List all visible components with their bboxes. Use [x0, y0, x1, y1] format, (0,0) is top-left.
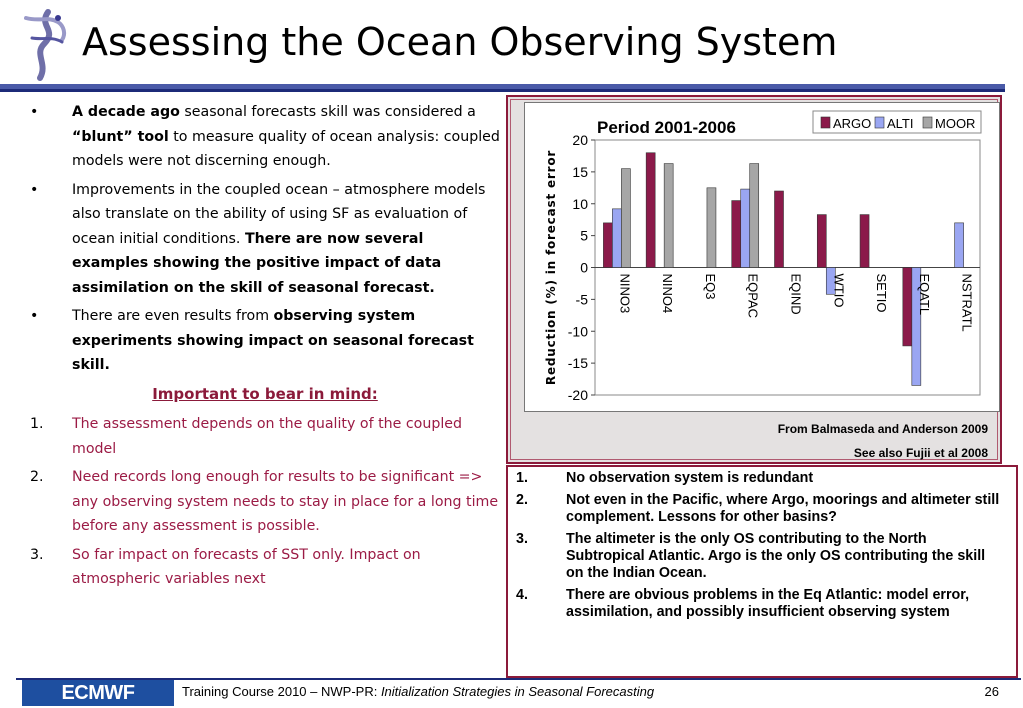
bar-alti: [955, 223, 964, 268]
footer-course: Training Course 2010 – NWP-PR:: [182, 684, 381, 699]
conclusion-mark: 4.: [516, 587, 528, 603]
y-tick-label: -5: [575, 291, 588, 308]
numbered-list: [30, 412, 500, 592]
footer-logo-text: ECMWF: [61, 681, 135, 704]
y-tick-label: 20: [572, 132, 588, 148]
y-tick-label: 15: [572, 163, 588, 180]
bullet-mark: •: [30, 308, 39, 324]
y-tick-label: -15: [567, 355, 588, 372]
x-category-label: NINO4: [660, 273, 676, 314]
numbered-text: So far impact on forecasts of SST only. Impact on atmospheric variables next: [72, 546, 421, 587]
bar-argo: [603, 223, 612, 268]
chart-panel: [506, 95, 1002, 464]
important-heading: Important to bear in mind:: [152, 384, 378, 403]
bar-moor: [750, 164, 759, 268]
numbered-mark: 2.: [30, 469, 44, 485]
numbered-mark: 1.: [30, 416, 44, 432]
bullet-mark: •: [30, 181, 39, 198]
left-text-column: [30, 100, 500, 596]
bullet-text: Improvements in the coupled ocean – atmosphere models also translate on the ability of using SF as evaluation of ocean initial conditions.: [72, 181, 486, 247]
conclusion-text: There are obvious problems in the Eq Atlantic: model error, assimilation, and possibly insufficient observing system: [566, 587, 970, 620]
bullet-text: A decade ago: [72, 104, 180, 120]
conclusion-mark: 2.: [516, 492, 528, 508]
bullet-text: to measure quality of ocean analysis: coupled models were not discerning enough.: [72, 128, 500, 169]
y-tick-label: 5: [580, 227, 588, 244]
numbered-item: [30, 412, 500, 461]
source-citation: From Balmaseda and Anderson 2009: [777, 422, 988, 436]
conclusion-mark: 1.: [516, 470, 528, 486]
conclusion-item: [516, 470, 1006, 487]
bullet-text: “blunt” tool: [72, 128, 169, 145]
bullet-text: seasonal forecasts skill was considered a: [179, 104, 476, 120]
legend-label-alti: ALTI: [887, 116, 914, 131]
bar-argo: [646, 153, 655, 268]
bar-argo: [775, 191, 784, 268]
bullet-item: [30, 100, 500, 174]
y-tick-label: 0: [580, 259, 588, 276]
bar-alti: [741, 189, 750, 267]
conclusion-text: No observation system is redundant: [566, 470, 814, 486]
bar-chart: [525, 103, 999, 411]
bullet-text: There are now several examples showing the positive impact of data assimilation on the skill of seasonal forecast.: [72, 230, 442, 296]
legend-label-moor: MOOR: [935, 116, 976, 131]
numbered-mark: 3.: [30, 546, 44, 563]
x-category-label: EQPAC: [745, 273, 761, 319]
conclusions-panel: [506, 465, 1018, 678]
y-axis-label: Reduction (%) in forecast error: [544, 149, 558, 386]
x-category-label: NINO3: [617, 273, 633, 314]
chart-title: Period 2001-2006: [597, 118, 736, 137]
ecmwf-swirl-logo-icon: [18, 8, 74, 82]
bar-argo: [903, 268, 912, 346]
bar-argo: [732, 201, 741, 268]
conclusion-mark: 3.: [516, 531, 528, 547]
x-category-label: EQATL: [916, 273, 932, 316]
x-category-label: SETIO: [874, 273, 890, 313]
numbered-text: Need records long enough for results to be significant => any observing system needs to stay in place for a long time before any assessment is possible.: [72, 469, 499, 534]
footer-course-text: [182, 684, 654, 699]
legend-swatch-alti: [875, 117, 884, 128]
bar-moor: [664, 164, 673, 268]
bar-alti: [612, 209, 621, 268]
legend-swatch-moor: [923, 117, 932, 128]
conclusion-item: [516, 492, 1006, 526]
page-number: 26: [984, 684, 999, 699]
bullet-list: [30, 100, 500, 378]
numbered-item: [30, 543, 500, 592]
y-tick-label: -10: [567, 323, 588, 340]
x-category-label: EQ3: [702, 273, 718, 300]
x-category-label: EQIND: [788, 273, 804, 315]
legend-swatch-argo: [821, 117, 830, 128]
bullet-item: [30, 304, 500, 378]
conclusion-item: [516, 587, 1006, 621]
numbered-item: [30, 465, 500, 539]
conclusion-item: [516, 531, 1006, 582]
title-divider: [0, 84, 1005, 92]
bullet-mark: •: [30, 104, 39, 120]
bar-moor: [621, 169, 630, 268]
legend-label-argo: ARGO: [833, 116, 872, 131]
y-tick-label: -20: [567, 387, 588, 403]
conclusion-text: The altimeter is the only OS contributing to the North Subtropical Atlantic. Argo is the only OS contributing the skill on the Indian Ocean.: [566, 531, 986, 581]
bullet-text: observing system experiments showing impact on seasonal forecast skill.: [72, 308, 474, 373]
bar-moor: [707, 188, 716, 268]
bullet-item: [30, 178, 500, 301]
bar-argo: [860, 215, 869, 268]
source-citation-secondary: See also Fujii et al 2008: [853, 446, 988, 460]
ecmwf-footer-logo: [22, 680, 174, 706]
numbered-text: The assessment depends on the quality of the coupled model: [72, 416, 463, 457]
chart-frame: [524, 102, 1000, 412]
slide-title: Assessing the Ocean Observing System: [82, 20, 838, 64]
footer-topic: Initialization Strategies in Seasonal Forecasting: [380, 684, 655, 699]
x-category-label: NSTRATL: [959, 273, 975, 332]
conclusion-text: Not even in the Pacific, where Argo, moorings and altimeter still complement. Lessons for other basins?: [566, 492, 1000, 525]
conclusions-list: [508, 467, 1016, 621]
x-category-label: WTIO: [831, 273, 847, 308]
bullet-text: There are even results from: [72, 308, 274, 324]
bar-argo: [817, 215, 826, 268]
y-tick-label: 10: [572, 195, 588, 212]
